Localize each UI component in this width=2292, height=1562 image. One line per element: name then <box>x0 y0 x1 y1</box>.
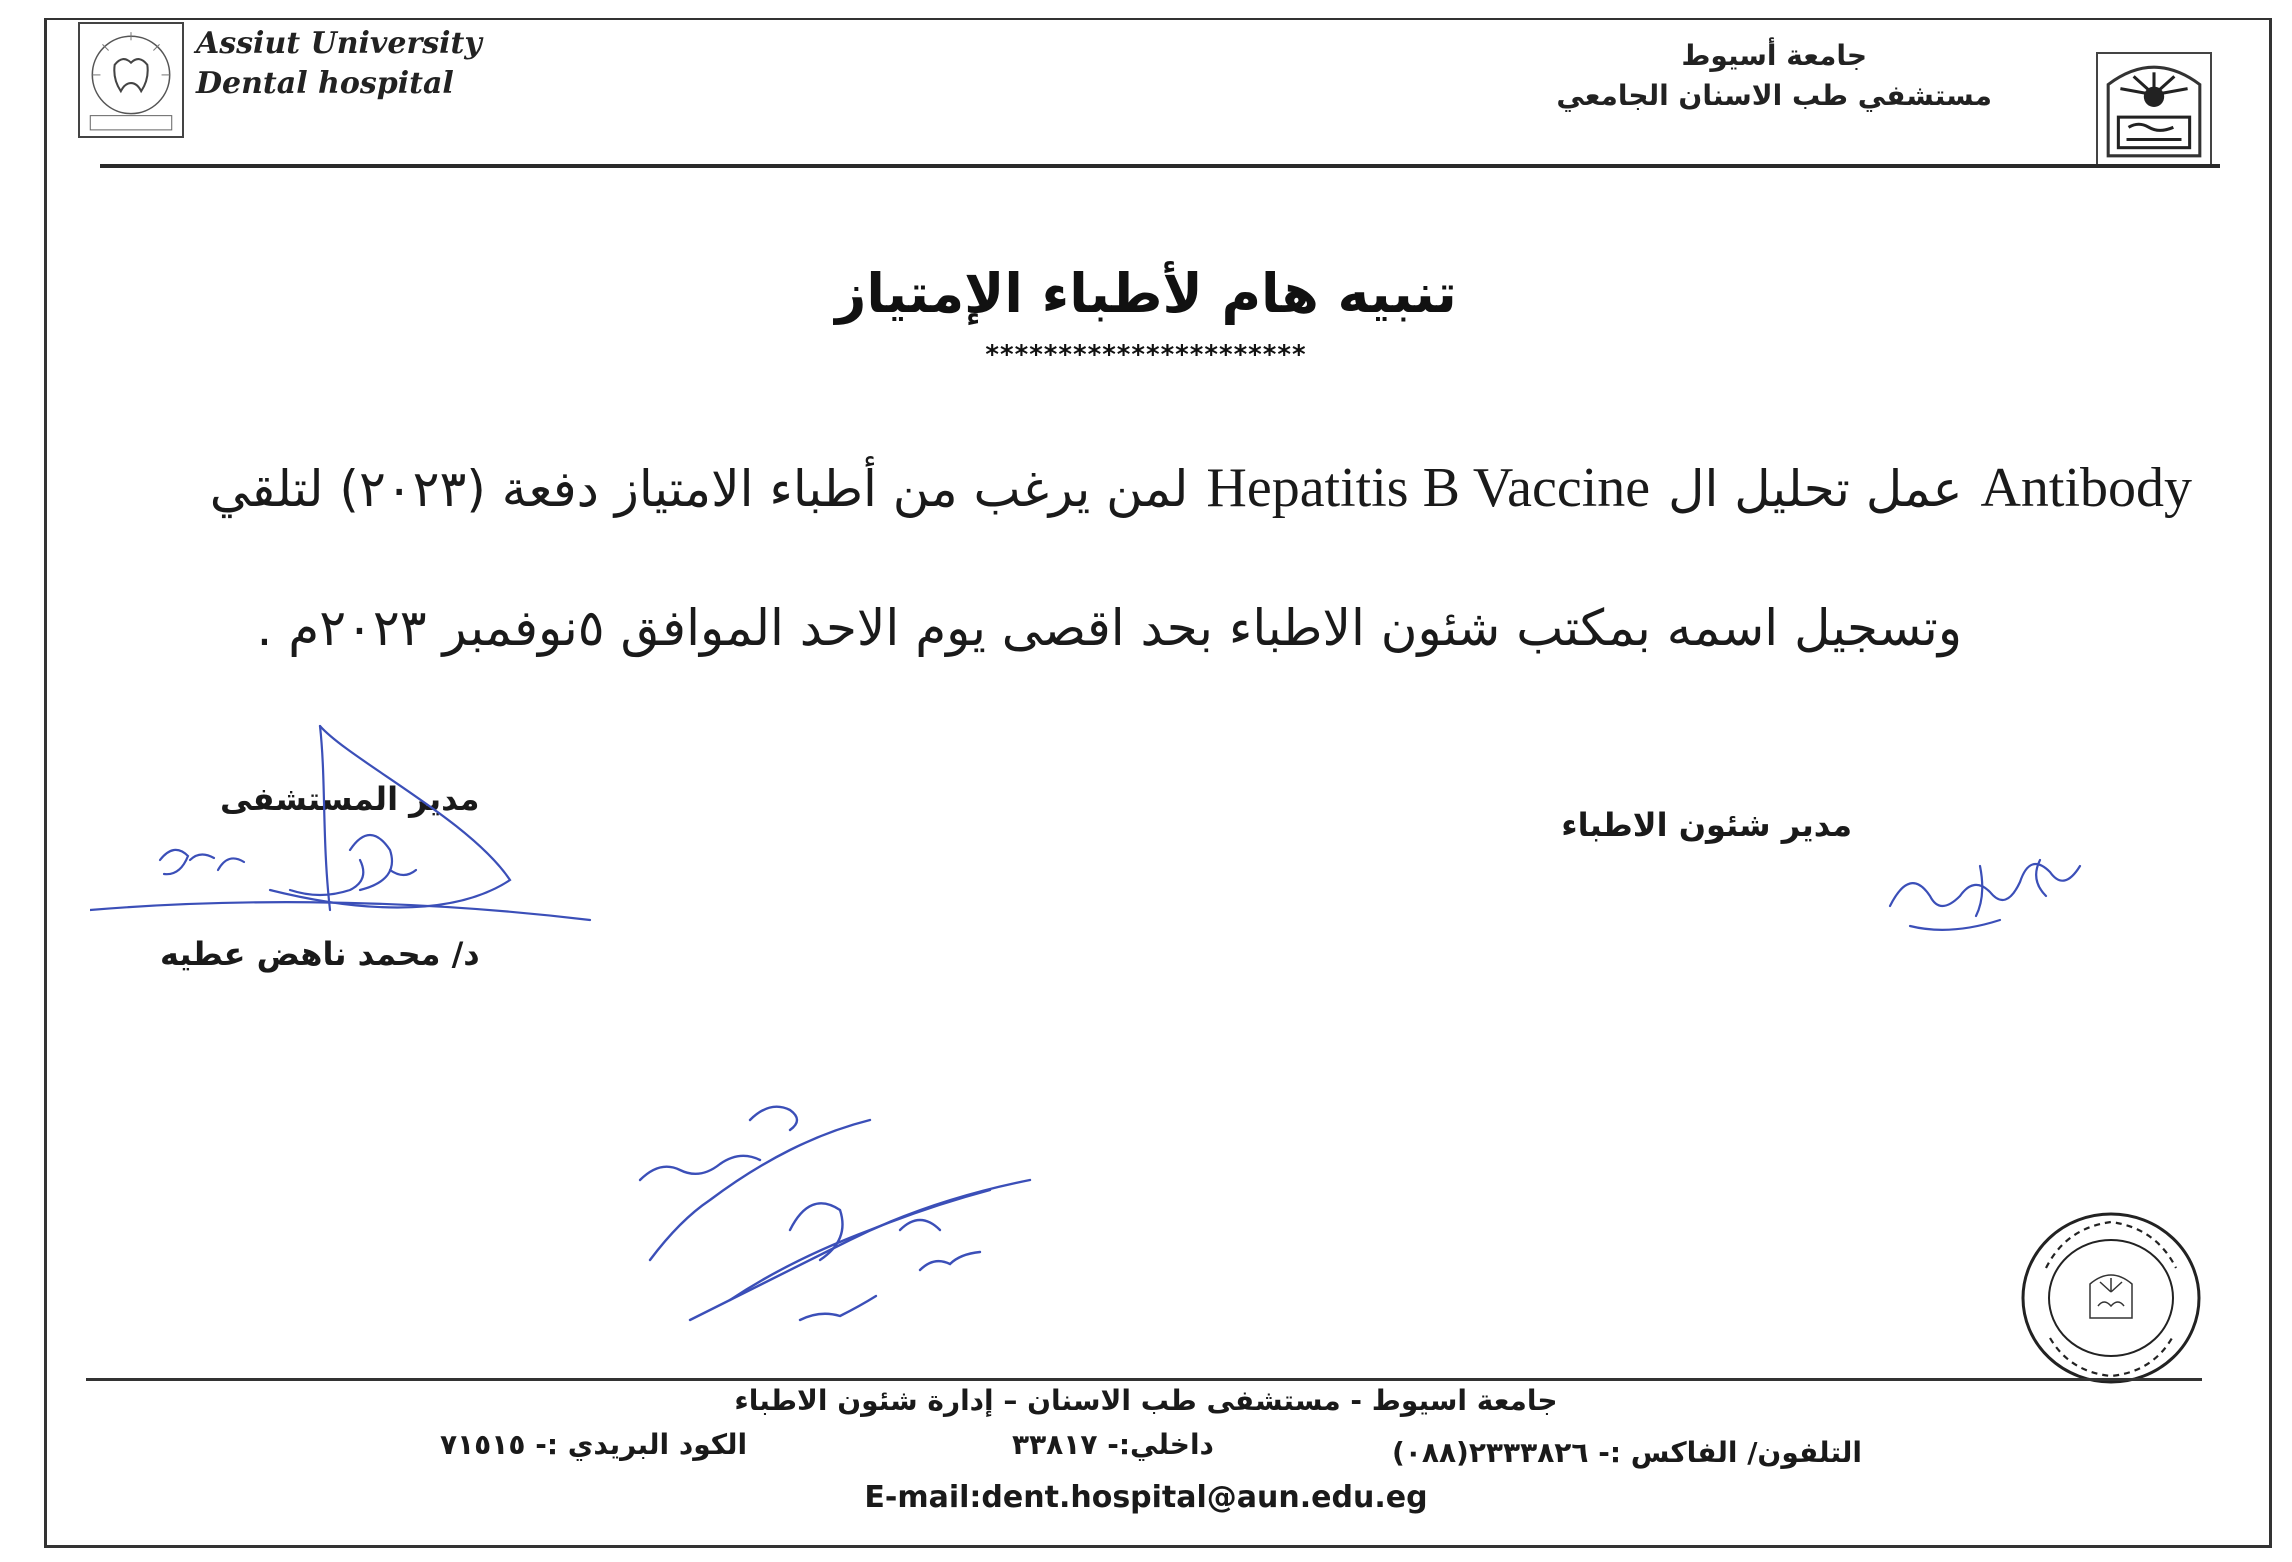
university-name-ar: جامعة أسيوط <box>1681 39 1868 72</box>
footer-email: E-mail:dent.hospital@aun.edu.eg <box>864 1480 1428 1515</box>
university-name-en: Assiut University <box>196 26 482 61</box>
title-stars: ********************** <box>985 340 1307 370</box>
header-arabic <box>1556 36 1992 116</box>
antibody-term: Antibody <box>1980 457 2192 519</box>
hospital-name-ar: مستشفي طب الاسنان الجامعي <box>1556 79 1992 112</box>
hospital-director-title: مدير المستشفى <box>220 780 480 818</box>
notice-line-1 <box>210 448 2192 529</box>
footer-extension: داخلي:- ٣٣٨١٧ <box>1012 1428 1214 1461</box>
notice-line-2: وتسجيل اسمه بمكتب شئون الاطباء بحد اقصى يوم الاحد الموافق ٥نوفمبر ٢٠٢٣م . <box>256 599 1962 657</box>
footer-rule <box>86 1378 2202 1381</box>
footer-postal-code: الكود البريدي :- ٧١٥١٥ <box>440 1428 748 1461</box>
hospital-director-name: د/ محمد ناهض عطيه <box>160 935 480 973</box>
assiut-university-logo <box>2096 52 2212 168</box>
vaccine-term: Hepatitis B Vaccine <box>1206 457 1651 519</box>
footer-address: جامعة اسيوط - مستشفى طب الاسنان – إدارة شئون الاطباء <box>734 1384 1558 1417</box>
faculty-stamp <box>2016 1208 2206 1388</box>
header-rule <box>100 164 2220 168</box>
physicians-affairs-director-title: مدير شئون الاطباء <box>1561 806 1852 844</box>
dental-faculty-logo <box>78 22 184 138</box>
notice-title: تنبيه هام لأطباء الإمتياز <box>835 262 1457 325</box>
footer-tel-fax: التلفون/ الفاكس :- ٢٣٣٣٨٢٦(٠٨٨) <box>1391 1436 1862 1469</box>
hospital-name-en: Dental hospital <box>196 66 454 101</box>
header-english <box>196 24 482 104</box>
line1-text-b: عمل تحليل ال <box>1668 460 1963 518</box>
line1-text-a: لمن يرغب من أطباء الامتياز دفعة (٢٠٢٣) لتلقي <box>209 460 1189 518</box>
